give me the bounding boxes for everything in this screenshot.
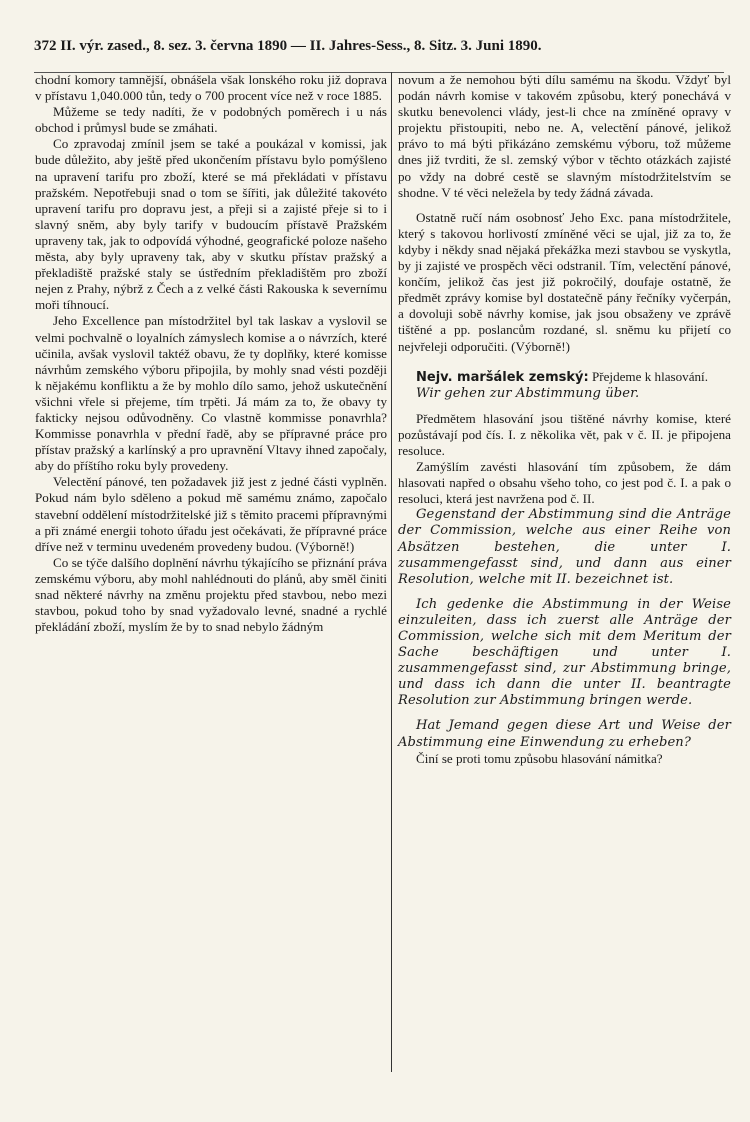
- right-column: [398, 72, 731, 767]
- speaker-paragraph: [398, 369, 731, 386]
- page-header: 372 II. výr. zased., 8. sez. 3. června 1890 — II. Jahres-Sess., 8. Sitz. 3. Juni 1890.: [34, 38, 542, 54]
- paragraph: Můžeme se tedy nadíti, že v podobných poměrech i u nás obchod i průmysl bude se zmáhati.: [35, 104, 387, 136]
- paragraph: chodní komory tamnější, obnášela však lonského roku již doprava v přístavu 1,040.000 tůn, tedy o 700 procent více než v roce 1885.: [35, 72, 387, 104]
- paragraph: Jeho Excellence pan místodržitel byl tak laskav a vyslovil se velmi pochvalně o loyalních zámyslech komise a o návrzích, které učinila, avšak vyslovil taktéž obavu, že ty doplňky, které komisse návrhům zemského výboru připojila, by mohly snad vésti později k nějakému konfliktu a že by mohlo dílo samo, jehož uskutečnění všichni vřele si přejeme, tím trpěti. Já mám za to, že obavy ty fakticky nejsou odůvodněny. Co vlastně kommisse ponavrhla? Kommisse ponavrhla v přední řadě, aby se přípravné práce pro přístav pražský a karlínský a pro upravnění Vltavy ihned započaly, aby do příštího roku byly provedeny.: [35, 313, 387, 474]
- paragraph: Co se týče dalšího doplnění návrhu týkajícího se přiznání práva zemskému výboru, aby mohl nahlédnouti do plánů, aby směl činiti snad některé návrhy na změnu projektu před stavbou, nebo mezi stavbou, pokud toho by snad vyžadovalo levné, snadné a rychlé překládání zboží, myslím že by to snad nebylo žádným: [35, 554, 387, 635]
- paragraph-german: Wir gehen zur Abstimmung über.: [416, 385, 640, 401]
- paragraph-german: Ich gedenke die Abstimmung in der Weise einzuleiten, dass ich zuerst alle Anträge der Commission, welche sich mit dem Meritum der Sache beschäftigen und unter I. zusammengefasst sind, zur Abstimmung bringe, und dass ich dann die unter II. beantragte Resolution zur Abstimmung bringen werde.: [398, 596, 731, 709]
- paragraph: Činí se proti tomu způsobu hlasování námitka?: [416, 750, 663, 766]
- left-column: [35, 72, 387, 635]
- speaker-name: Nejv. maršálek zemský:: [416, 369, 589, 385]
- paragraph: Ostatně ručí nám osobnosť Jeho Exc. pana místodržitele, který s takovou horlivostí zmíněné věci se ujal, již za to, že kdyby i někdy snad nějaká překážka mezi stavbou se vyskytla, by ji zajisté ve prospěch věci odstranil. Tím, velectění pánové, končím, jelikož čas jest již pokročilý, doufaje ostatně, že předmět zprávy komise byl dostatečně pány řečníky vyčerpán, a dovoluji sobě návrhy komise, jak jsou obsaženy ve zprávě tištěné a pp. poslancům rozdané, sl. sněmu ku přijetí co nejvřeleji odporučiti. (Výborně!): [398, 209, 731, 354]
- paragraph: Co zpravodaj zmínil jsem se také a poukázal v komissi, jak bude důležito, aby ještě před ukončením přístavu bylo pomýšleno na upravení tarifu pro zboží, které se má překládati v přístavu pražském. Nepotřebuji snad o tom se šířiti, jak důležité takovéto upravení tarifu pro dopravu jest, a přeji si a zajisté přeje si to i slavný sněm, aby byly tarify v budoucím přístavě Pražském upraveny tak, jak to odpovídá výhodné, geografické poloze našeho města, aby byly upraveny tak, aby v skutku přístav pražský a překladiště pražské staly se ústředním překladištěm pro zboží nejen z Prahy, nýbrž z Čech a z velké části Rakouska k severnímu moři tíhnoucí.: [35, 136, 387, 313]
- speaker-text: Přejdeme k hlasování.: [588, 368, 708, 384]
- column-divider: [391, 72, 392, 1072]
- paragraph: novum a že nemohou býti dílu samému na škodu. Vždyť byl podán návrh komise v takovém způsobu, který ponechává v skutku benevolenci vlády, jest-li chce na zmíněné opravy v projektu přistoupiti, nebo ne. A, velectění pánové, jelikož právo to má býti přikázáno zemskému výboru, tož můžeme dnes již tvrditi, že sl. zemský výbor v těchto otázkách zajisté po vždy na dobré cestě se slavným místodržitelstvím se shodne. V té věci neležela by tedy žádná závada.: [398, 72, 731, 200]
- paragraph-german: Gegenstand der Abstimmung sind die Anträge der Commission, welche aus einer Reihe von Absätzen bestehen, die unter I. zusammengefasst sind, und dann aus einer Resolution, welche mit II. bezeichnet ist.: [398, 507, 731, 587]
- paragraph: Předmětem hlasování jsou tištěné návrhy komise, které pozůstávají pod čís. I. z několika vět, pak v č. II. je připojena resoluce.: [398, 410, 731, 458]
- paragraph: Zamýšlím zavésti hlasování tím způsobem, že dám hlasovati napřed o obsahu všeho toho, co jest pod č. I. a pak o resoluci, která jest navržena pod č. II.: [398, 459, 731, 507]
- paragraph: Velectění pánové, ten požadavek již jest z jedné části vyplněn. Pokud nám bylo sděleno a pokud mě samému známo, započalo stavební oddělení místodržitelské již s těmito pracemi přípravnými a při známé energii tohoto úřadu jest očekávati, že přípravné práce dříve než v terminu uvedeném provedeny budou. (Výborně!): [35, 474, 387, 554]
- paragraph-german: Hat Jemand gegen diese Art und Weise der Abstimmung eine Einwendung zu erheben?: [398, 718, 731, 750]
